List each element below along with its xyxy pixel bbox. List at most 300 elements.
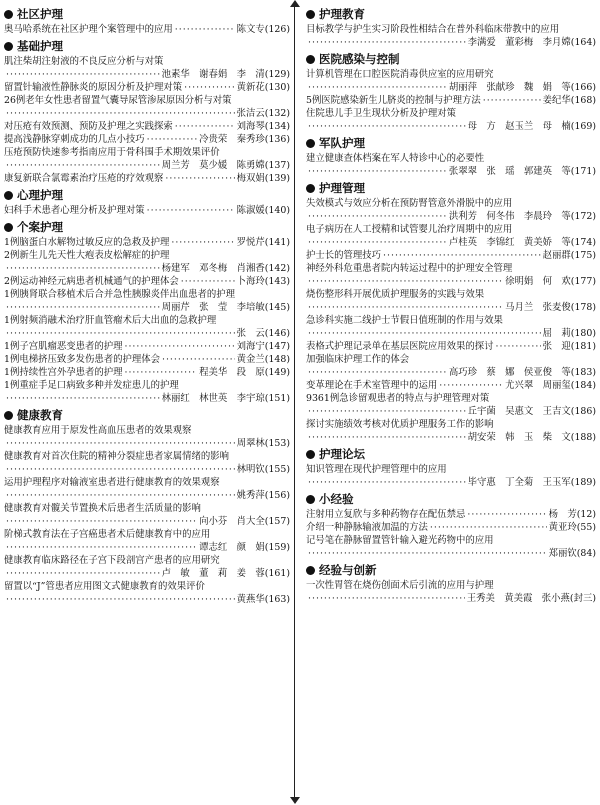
toc-entry[interactable]	[4, 554, 290, 580]
entry-title: 加强临床护理工作的体会	[306, 354, 410, 365]
leader-dots	[165, 172, 234, 185]
entry-title: 住院患儿手卫生现状分析及护理对策	[306, 108, 457, 119]
leader-dots	[6, 463, 235, 476]
entry-line	[4, 275, 290, 288]
entry-title: 妇科手术患者心理分析及护理对策	[4, 205, 145, 216]
section-heading	[306, 491, 596, 507]
leader-dots	[467, 508, 546, 521]
entry-authors: 李满爱 董彩梅 李月嫦	[467, 37, 571, 48]
entry-authors: 母 方 赵玉兰 母 楠	[467, 121, 571, 132]
entry-page: (174)	[570, 237, 596, 248]
entry-line	[306, 120, 596, 133]
entry-line	[4, 327, 290, 340]
entry-line	[306, 210, 596, 223]
entry-page: (136)	[264, 134, 290, 145]
entry-title: 2例运动神经元病患者机械通气的护理体会	[4, 276, 179, 287]
toc-section	[306, 6, 596, 49]
entry-line	[4, 159, 290, 172]
toc-entry[interactable]	[306, 249, 596, 262]
leader-dots	[6, 593, 235, 606]
leader-dots	[6, 68, 160, 81]
entry-line	[306, 94, 596, 107]
entry-title: 26例老年女性患者留置气囊导尿管渗尿原因分析与对策	[4, 95, 232, 106]
section-heading	[306, 562, 596, 578]
entry-title: 留置针输液性静脉炎的原因分析及护理对策	[4, 82, 183, 93]
toc-entry[interactable]	[4, 146, 290, 172]
entry-page: (84)	[576, 548, 596, 559]
divider-arrow-bottom-icon	[290, 797, 300, 804]
leader-dots	[6, 515, 197, 528]
entry-line	[4, 236, 290, 249]
toc-entry[interactable]	[4, 353, 290, 366]
entry-authors: 赵丽群	[542, 250, 571, 261]
leader-dots	[6, 301, 160, 314]
leader-dots	[6, 489, 235, 502]
column-divider	[294, 2, 295, 797]
entry-title: 计算机管理在口腔医院消毒供应室的应用研究	[306, 69, 494, 80]
leader-dots	[308, 81, 447, 94]
entry-title: 压疮预防快速参考指南应用于骨科围手术期效果评价	[4, 147, 220, 158]
entry-title: 急诊科实施二线护士节假日值班制的作用与效果	[306, 315, 503, 326]
entry-title: 一次性胃管在烧伤创面术后引流的应用与护理	[306, 580, 494, 591]
entry-page: (149)	[264, 367, 290, 378]
section-title: 经验与创新	[319, 563, 377, 577]
toc-section	[306, 180, 596, 444]
leader-dots	[308, 327, 541, 340]
leader-dots	[383, 249, 541, 262]
entry-title: 9361例急诊留观患者的特点与护理管理对策	[306, 393, 490, 404]
toc-entry[interactable]	[4, 120, 290, 133]
entry-line	[4, 541, 290, 554]
entry-title: 建立健康查体档案在军人特诊中心的必要性	[306, 153, 485, 164]
leader-dots	[308, 236, 447, 249]
entry-title: 注射用立复欣与多种药物存在配伍禁忌	[306, 509, 466, 520]
entry-title: 表格式护理记录单在基层医院应用效果的探讨	[306, 341, 494, 352]
entry-title: 电子病历在人工授精和试管婴儿治疗周期中的应用	[306, 224, 513, 235]
entry-authors: 刘海琴	[236, 121, 265, 132]
entry-page: (153)	[264, 438, 290, 449]
toc-section	[4, 38, 290, 185]
right-column	[306, 4, 596, 605]
entry-title: 1例持续性宫外孕患者的护理	[4, 367, 123, 378]
entry-title: 探讨实施绩效考核对优质护理服务工作的影响	[306, 419, 494, 430]
entry-line	[306, 275, 596, 288]
toc-entry[interactable]	[306, 534, 596, 560]
toc-entry[interactable]	[306, 262, 596, 288]
entry-authors: 张翠翠 张 瑶 郭建英 等	[448, 166, 571, 177]
entry-authors: 黄亚玲	[548, 522, 577, 533]
entry-line	[4, 23, 290, 36]
leader-dots	[308, 592, 465, 605]
toc-entry[interactable]	[4, 580, 290, 606]
entry-authors: 王秀美 黄美霞 张小燕	[466, 593, 570, 604]
entry-line	[306, 547, 596, 560]
entry-authors: 尤兴翠 周丽玺	[505, 380, 571, 391]
entry-authors: 卜海玲	[236, 276, 265, 287]
leader-dots	[6, 327, 235, 340]
toc-entry[interactable]	[306, 521, 596, 534]
entry-title: 失效模式与效应分析在预防腎管意外滑脱中的应用	[306, 198, 513, 209]
leader-dots	[124, 340, 234, 353]
leader-dots	[171, 236, 234, 249]
entry-authors: 冷贵荣 秦秀珍	[199, 134, 265, 145]
entry-page: (155)	[264, 464, 290, 475]
toc-entry[interactable]	[4, 476, 290, 502]
section-heading	[4, 38, 290, 54]
section-heading	[306, 51, 596, 67]
entry-page: (186)	[570, 406, 596, 417]
entry-line	[4, 133, 290, 146]
bullet-icon	[306, 10, 315, 19]
entry-authors: 林丽红 林世英 李宇琼	[161, 393, 265, 404]
section-heading	[306, 6, 596, 22]
toc-section	[306, 51, 596, 133]
entry-line	[306, 249, 596, 262]
toc-entry[interactable]	[4, 94, 290, 120]
leader-dots	[175, 120, 235, 133]
section-title: 医院感染与控制	[319, 52, 400, 66]
entry-line	[4, 68, 290, 81]
toc-entry[interactable]	[306, 152, 596, 178]
section-heading	[306, 446, 596, 462]
bullet-icon	[306, 55, 315, 64]
entry-line	[4, 437, 290, 450]
entry-line	[4, 463, 290, 476]
entry-title: 提高浅静脉穿刺成功的几点小技巧	[4, 134, 145, 145]
entry-line	[4, 593, 290, 606]
entry-authors: 罗悦芹	[236, 237, 265, 248]
entry-authors: 丘宇菌 吴惠文 王吉文	[467, 406, 571, 417]
toc-entry[interactable]	[306, 508, 596, 521]
leader-dots	[308, 210, 447, 223]
leader-dots	[162, 353, 235, 366]
leader-dots	[496, 340, 541, 353]
entry-page: (151)	[264, 393, 290, 404]
leader-dots	[175, 23, 235, 36]
entry-page: (164)	[570, 37, 596, 48]
leader-dots	[6, 107, 235, 120]
entry-page: (181)	[570, 341, 596, 352]
entry-page: (178)	[570, 302, 596, 313]
toc-entry[interactable]	[306, 94, 596, 107]
section-title: 个案护理	[17, 220, 63, 234]
entry-title: 1例子宫肌瘤恶变患者的护理	[4, 341, 123, 352]
toc-entry[interactable]	[306, 197, 596, 223]
toc-entry[interactable]	[306, 314, 596, 340]
entry-title: 知识管理在现代护理管理中的应用	[306, 464, 447, 475]
entry-authors: 毕守惠 丁全菊 王玉军	[467, 477, 571, 488]
entry-page: (140)	[264, 205, 290, 216]
bullet-icon	[306, 139, 315, 148]
entry-page: (163)	[264, 594, 290, 605]
entry-authors: 张 云	[236, 328, 265, 339]
entry-page: (169)	[570, 121, 596, 132]
entry-authors: 向小芬 肖大全	[199, 516, 265, 527]
entry-line	[306, 81, 596, 94]
toc-entry[interactable]	[4, 424, 290, 450]
toc-entry[interactable]	[306, 23, 596, 49]
entry-authors: 洪利芳 何冬伟 李晨玲 等	[448, 211, 571, 222]
toc-entry[interactable]	[306, 288, 596, 314]
entry-line	[4, 120, 290, 133]
toc-section	[306, 446, 596, 489]
toc-section	[4, 187, 290, 217]
leader-dots	[6, 437, 235, 450]
entry-line	[306, 476, 596, 489]
bullet-icon	[4, 411, 13, 420]
entry-title: 阶梯式教育法在子宫癌患者术后健康教育中的应用	[4, 529, 211, 540]
toc-entry[interactable]	[4, 55, 290, 81]
entry-page: (175)	[570, 250, 596, 261]
toc-section	[306, 562, 596, 605]
section-title: 小经验	[319, 492, 354, 506]
entry-line	[306, 301, 596, 314]
entry-authors: 杨建军 邓冬梅 肖湘香	[161, 263, 265, 274]
section-heading	[4, 6, 290, 22]
section-title: 护理论坛	[319, 447, 365, 461]
toc-entry[interactable]	[4, 314, 290, 340]
toc-entry[interactable]	[306, 579, 596, 605]
toc-entry[interactable]	[4, 528, 290, 554]
toc-entry[interactable]	[4, 236, 290, 249]
entry-authors: 杨 芳	[548, 509, 577, 520]
entry-page: (137)	[264, 160, 290, 171]
toc-section	[4, 219, 290, 405]
entry-page: (145)	[264, 302, 290, 313]
entry-authors: 程美华 段 原	[199, 367, 265, 378]
entry-title: 留置以“J”管患者应用图文式健康教育的效果评价	[4, 581, 205, 592]
leader-dots	[308, 120, 466, 133]
leader-dots	[308, 366, 447, 379]
entry-line	[306, 366, 596, 379]
entry-title: 奥马哈系统在社区护理个案管理中的应用	[4, 24, 173, 35]
entry-authors: 徐明娟 何 欢	[505, 276, 571, 287]
entry-title: 1例电梯挤压致多发伤患者的护理体会	[4, 354, 160, 365]
toc-entry[interactable]	[306, 463, 596, 489]
entry-line	[4, 392, 290, 405]
entry-page: (184)	[570, 380, 596, 391]
entry-title: 变革理论在手术室管理中的运用	[306, 380, 438, 391]
entry-title: 运用护理程序对输液室患者进行健康教育的效果观察	[4, 477, 220, 488]
entry-line	[4, 567, 290, 580]
entry-line	[4, 262, 290, 275]
leader-dots	[308, 165, 447, 178]
entry-page: (142)	[264, 263, 290, 274]
toc-entry[interactable]	[306, 379, 596, 392]
leader-dots	[6, 262, 160, 275]
toc-entry[interactable]	[4, 81, 290, 94]
bullet-icon	[306, 495, 315, 504]
entry-page: (166)	[570, 82, 596, 93]
section-title: 护理教育	[319, 7, 365, 21]
entry-title: 护士长的管理技巧	[306, 250, 382, 261]
entry-page: (159)	[264, 542, 290, 553]
toc-entry[interactable]	[4, 379, 290, 405]
entry-line	[306, 431, 596, 444]
toc-entry[interactable]	[4, 450, 290, 476]
section-heading	[4, 219, 290, 235]
leader-dots	[308, 405, 466, 418]
entry-title: 健康教育对首次住院的精神分裂症患者家属情绪的影响	[4, 451, 230, 462]
bullet-icon	[4, 191, 13, 200]
leader-dots	[308, 275, 503, 288]
leader-dots	[483, 94, 541, 107]
leader-dots	[308, 301, 503, 314]
entry-title: 记号笔在静脉留置管针输入避光药物中的应用	[306, 535, 494, 546]
entry-authors: 周兰芳 莫少媛 陈勇嫦	[161, 160, 265, 171]
entry-title: 1例射频消融术治疗肝血管瘤术后大出血的急救护理	[4, 315, 217, 326]
entry-authors: 张 迎	[542, 341, 571, 352]
entry-line	[4, 353, 290, 366]
toc-entry[interactable]	[306, 107, 596, 133]
toc-entry[interactable]	[4, 366, 290, 379]
entry-title: 1例重症手足口病致多种并发症患儿的护理	[4, 380, 179, 391]
toc-section	[4, 407, 290, 606]
section-heading	[306, 180, 596, 196]
entry-title: 介绍一种静脉输液加温的方法	[306, 522, 428, 533]
entry-line	[4, 172, 290, 185]
entry-authors: 姚秀萍	[236, 490, 265, 501]
bullet-icon	[306, 184, 315, 193]
entry-authors: 梅双娟	[236, 173, 265, 184]
entry-authors: 高巧珍 蔡 娜 侯亚俊 等	[448, 367, 571, 378]
entry-authors: 屈 莉	[542, 328, 571, 339]
entry-page: (172)	[570, 211, 596, 222]
entry-page: (171)	[570, 166, 596, 177]
entry-line	[306, 340, 596, 353]
section-title: 基础护理	[17, 39, 63, 53]
bullet-icon	[306, 450, 315, 459]
entry-page: (130)	[264, 82, 290, 93]
entry-authors: 林明钦	[236, 464, 265, 475]
toc-section	[306, 135, 596, 178]
toc-entry[interactable]	[4, 288, 290, 314]
toc-entry[interactable]	[4, 172, 290, 185]
toc-entry[interactable]	[4, 23, 290, 36]
entry-title: 1例胰肾联合移植术后合并急性胰腺炎伴出血患者的护理	[4, 289, 235, 300]
leader-dots	[147, 133, 198, 146]
entry-page: (12)	[576, 509, 596, 520]
entry-page: (161)	[264, 568, 290, 579]
entry-line	[4, 204, 290, 217]
entry-line	[306, 405, 596, 418]
entry-line	[306, 592, 596, 605]
entry-authors: 胡丽萍 张献珍 魏 娟 等	[448, 82, 571, 93]
leader-dots	[430, 521, 547, 534]
toc-section	[306, 491, 596, 560]
section-title: 心理护理	[17, 188, 63, 202]
entry-title: 烧伤整形科开展优质护理服务的实践与效果	[306, 289, 485, 300]
entry-page: (148)	[264, 354, 290, 365]
entry-page: (189)	[570, 477, 596, 488]
toc-entry[interactable]	[4, 340, 290, 353]
entry-title: 目标教学与护生实习阶段性相结合在普外科临床带教中的应用	[306, 24, 560, 35]
entry-page: (146)	[264, 328, 290, 339]
entry-title: 肌注柴胡注射液的不良反应分析与对策	[4, 56, 164, 67]
entry-authors: 黄新花	[236, 82, 265, 93]
bullet-icon	[4, 223, 13, 232]
toc-entry[interactable]	[306, 340, 596, 353]
entry-page: (156)	[264, 490, 290, 501]
entry-authors: 黄燕华	[236, 594, 265, 605]
entry-page: (157)	[264, 516, 290, 527]
entry-authors: 马月兰 张麦俊	[505, 302, 571, 313]
divider-arrow-top-icon	[290, 0, 300, 7]
toc-entry[interactable]	[306, 392, 596, 418]
entry-line	[306, 36, 596, 49]
leader-dots	[6, 567, 160, 580]
toc-entry[interactable]	[306, 353, 596, 379]
entry-title: 对压疮有效预测、预防及护理之实践探索	[4, 121, 173, 132]
entry-line	[306, 165, 596, 178]
bullet-icon	[4, 10, 13, 19]
entry-title: 康复新联合氯霉素治疗压疮的疗效观察	[4, 173, 164, 184]
leader-dots	[308, 431, 466, 444]
leader-dots	[308, 36, 466, 49]
entry-line	[4, 340, 290, 353]
toc-entry[interactable]	[306, 223, 596, 249]
entry-line	[306, 379, 596, 392]
entry-page: (147)	[264, 341, 290, 352]
entry-authors: 胡安荣 韩 玉 柴 文	[467, 432, 571, 443]
entry-authors: 张洁云	[236, 108, 265, 119]
entry-page: (180)	[570, 328, 596, 339]
entry-page: (177)	[570, 276, 596, 287]
entry-title: 健康教育临床路径在子宫下段剖宫产患者的应用研究	[4, 555, 220, 566]
section-title: 护理管理	[319, 181, 365, 195]
entry-page: (封三)	[569, 593, 596, 604]
entry-page: (188)	[570, 432, 596, 443]
entry-title: 神经外科危重患者院内转运过程中的护理安全管理	[306, 263, 513, 274]
toc-entry[interactable]	[306, 418, 596, 444]
entry-page: (129)	[264, 69, 290, 80]
leader-dots	[6, 159, 160, 172]
toc-entry[interactable]	[4, 249, 290, 275]
section-heading	[4, 187, 290, 203]
entry-line	[4, 515, 290, 528]
leader-dots	[308, 547, 547, 560]
toc-entry[interactable]	[4, 204, 290, 217]
entry-authors: 黄金兰	[236, 354, 265, 365]
entry-title: 1例脑蛋白水解物过敏反应的急救及护理	[4, 237, 170, 248]
entry-page: (139)	[264, 173, 290, 184]
entry-page: (55)	[576, 522, 596, 533]
leader-dots	[439, 379, 503, 392]
entry-line	[4, 107, 290, 120]
entry-line	[4, 301, 290, 314]
entry-title: 2例新生儿先天性大疱表皮松解症的护理	[4, 250, 170, 261]
leader-dots	[308, 476, 466, 489]
leader-dots	[124, 366, 197, 379]
entry-authors: 卢桂英 李锦红 黄美娇 等	[448, 237, 571, 248]
toc-entry[interactable]	[4, 133, 290, 146]
toc-entry[interactable]	[306, 68, 596, 94]
toc-entry[interactable]	[4, 502, 290, 528]
toc-entry[interactable]	[4, 275, 290, 288]
leader-dots	[6, 392, 160, 405]
entry-title: 5例医院感染新生儿脐炎的控制与护理方法	[306, 95, 481, 106]
entry-page: (134)	[264, 121, 290, 132]
toc-section	[4, 6, 290, 36]
entry-line	[306, 508, 596, 521]
entry-authors: 池素华 谢春娟 李 清	[161, 69, 265, 80]
entry-page: (132)	[264, 108, 290, 119]
entry-authors: 谭志红 颜 娟	[199, 542, 265, 553]
entry-authors: 卢 敏 董 莉 姜 蓉	[161, 568, 265, 579]
entry-authors: 陈淑媛	[236, 205, 265, 216]
entry-page: (183)	[570, 367, 596, 378]
section-title: 健康教育	[17, 408, 63, 422]
